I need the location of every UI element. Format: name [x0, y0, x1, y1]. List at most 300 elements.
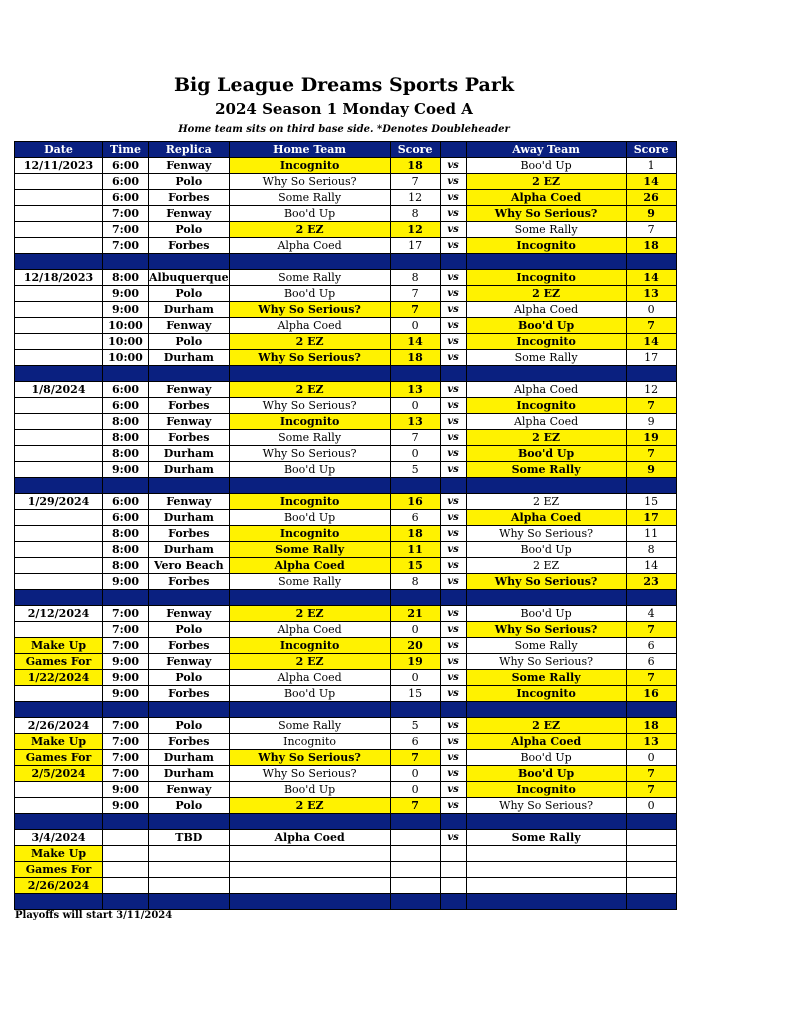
replica-cell: Fenway: [149, 158, 230, 174]
date-cell: 1/29/2024: [15, 494, 103, 510]
home-team-cell: Alpha Coed: [229, 622, 390, 638]
home-score-cell: 0: [390, 446, 440, 462]
away-score-cell: [626, 846, 676, 862]
vs-cell: vs: [440, 446, 466, 462]
separator-cell: [440, 254, 466, 270]
away-score-cell: 7: [626, 398, 676, 414]
date-cell: [15, 286, 103, 302]
separator-cell: [15, 590, 103, 606]
vs-cell: vs: [440, 494, 466, 510]
away-score-cell: 14: [626, 558, 676, 574]
away-team-cell: Alpha Coed: [466, 510, 626, 526]
header-away-team: Away Team: [466, 142, 626, 158]
separator-row: [15, 478, 677, 494]
separator-cell: [390, 894, 440, 910]
home-score-cell: 7: [390, 798, 440, 814]
table-row: [15, 718, 677, 734]
date-cell: [15, 510, 103, 526]
vs-cell: vs: [440, 510, 466, 526]
table-row: [15, 350, 677, 366]
table-row: [15, 558, 677, 574]
separator-cell: [626, 366, 676, 382]
home-score-cell: 0: [390, 766, 440, 782]
home-score-cell: 7: [390, 302, 440, 318]
date-cell: [15, 574, 103, 590]
replica-cell: Polo: [149, 622, 230, 638]
date-cell: [15, 222, 103, 238]
vs-cell: vs: [440, 206, 466, 222]
time-cell: 6:00: [103, 190, 149, 206]
replica-cell: Durham: [149, 542, 230, 558]
table-row: [15, 158, 677, 174]
home-team-cell: Incognito: [229, 734, 390, 750]
away-score-cell: 1: [626, 158, 676, 174]
date-cell: Make Up: [15, 638, 103, 654]
home-score-cell: [390, 878, 440, 894]
time-cell: 8:00: [103, 558, 149, 574]
date-cell: [15, 414, 103, 430]
vs-cell: vs: [440, 718, 466, 734]
replica-cell: Polo: [149, 174, 230, 190]
date-cell: [15, 206, 103, 222]
separator-cell: [149, 478, 230, 494]
date-cell: [15, 558, 103, 574]
table-row: [15, 782, 677, 798]
home-team-cell: Some Rally: [229, 190, 390, 206]
header-home-score: Score: [390, 142, 440, 158]
table-row: [15, 766, 677, 782]
page-subtitle: 2024 Season 1 Monday Coed A: [215, 100, 473, 118]
home-score-cell: 15: [390, 686, 440, 702]
schedule-body: [15, 158, 677, 910]
home-team-cell: Incognito: [229, 494, 390, 510]
away-score-cell: 14: [626, 334, 676, 350]
replica-cell: Polo: [149, 222, 230, 238]
separator-cell: [149, 702, 230, 718]
table-row: [15, 878, 677, 894]
away-score-cell: 14: [626, 270, 676, 286]
date-cell: 2/12/2024: [15, 606, 103, 622]
replica-cell: Durham: [149, 750, 230, 766]
home-score-cell: 0: [390, 318, 440, 334]
date-cell: 3/4/2024: [15, 830, 103, 846]
home-score-cell: 8: [390, 206, 440, 222]
separator-cell: [466, 590, 626, 606]
separator-cell: [229, 590, 390, 606]
time-cell: 7:00: [103, 638, 149, 654]
away-score-cell: 9: [626, 414, 676, 430]
home-score-cell: 20: [390, 638, 440, 654]
date-cell: Make Up: [15, 846, 103, 862]
vs-cell: vs: [440, 222, 466, 238]
separator-cell: [103, 590, 149, 606]
home-team-cell: Boo'd Up: [229, 782, 390, 798]
vs-cell: [440, 862, 466, 878]
table-row: [15, 382, 677, 398]
date-cell: [15, 462, 103, 478]
replica-cell: Polo: [149, 670, 230, 686]
time-cell: 7:00: [103, 766, 149, 782]
away-team-cell: 2 EZ: [466, 430, 626, 446]
time-cell: 7:00: [103, 222, 149, 238]
table-row: [15, 174, 677, 190]
away-team-cell: Some Rally: [466, 638, 626, 654]
home-team-cell: Why So Serious?: [229, 174, 390, 190]
time-cell: 7:00: [103, 734, 149, 750]
time-cell: 8:00: [103, 446, 149, 462]
header-replica: Replica: [149, 142, 230, 158]
away-team-cell: Boo'd Up: [466, 158, 626, 174]
separator-cell: [626, 702, 676, 718]
table-row: [15, 574, 677, 590]
date-cell: [15, 526, 103, 542]
away-score-cell: 6: [626, 638, 676, 654]
home-score-cell: 21: [390, 606, 440, 622]
home-team-cell: Why So Serious?: [229, 302, 390, 318]
table-row: [15, 830, 677, 846]
away-team-cell: Alpha Coed: [466, 190, 626, 206]
home-team-cell: Why So Serious?: [229, 750, 390, 766]
date-cell: Make Up: [15, 734, 103, 750]
vs-cell: vs: [440, 414, 466, 430]
separator-cell: [15, 254, 103, 270]
away-team-cell: Incognito: [466, 334, 626, 350]
date-cell: 2/5/2024: [15, 766, 103, 782]
home-team-cell: Alpha Coed: [229, 670, 390, 686]
replica-cell: Durham: [149, 510, 230, 526]
separator-cell: [229, 814, 390, 830]
time-cell: [103, 878, 149, 894]
replica-cell: [149, 862, 230, 878]
vs-cell: vs: [440, 238, 466, 254]
home-score-cell: 13: [390, 382, 440, 398]
away-score-cell: 17: [626, 510, 676, 526]
away-score-cell: [626, 830, 676, 846]
home-team-cell: Why So Serious?: [229, 446, 390, 462]
time-cell: 8:00: [103, 526, 149, 542]
away-team-cell: Incognito: [466, 686, 626, 702]
away-team-cell: Incognito: [466, 238, 626, 254]
replica-cell: Forbes: [149, 638, 230, 654]
replica-cell: Fenway: [149, 782, 230, 798]
vs-cell: vs: [440, 574, 466, 590]
replica-cell: Polo: [149, 334, 230, 350]
home-score-cell: 15: [390, 558, 440, 574]
header-vs: [440, 142, 466, 158]
replica-cell: Fenway: [149, 494, 230, 510]
vs-cell: vs: [440, 750, 466, 766]
home-team-cell: Boo'd Up: [229, 462, 390, 478]
separator-cell: [149, 814, 230, 830]
vs-cell: vs: [440, 782, 466, 798]
time-cell: 6:00: [103, 510, 149, 526]
home-score-cell: 12: [390, 190, 440, 206]
date-cell: [15, 334, 103, 350]
replica-cell: Forbes: [149, 430, 230, 446]
home-team-cell: Incognito: [229, 158, 390, 174]
time-cell: 8:00: [103, 430, 149, 446]
replica-cell: Polo: [149, 718, 230, 734]
away-score-cell: 18: [626, 238, 676, 254]
time-cell: 10:00: [103, 318, 149, 334]
away-score-cell: 15: [626, 494, 676, 510]
date-cell: [15, 542, 103, 558]
away-score-cell: 7: [626, 318, 676, 334]
time-cell: [103, 862, 149, 878]
vs-cell: vs: [440, 622, 466, 638]
separator-row: [15, 254, 677, 270]
home-team-cell: Some Rally: [229, 270, 390, 286]
date-cell: 1/22/2024: [15, 670, 103, 686]
away-team-cell: Boo'd Up: [466, 318, 626, 334]
home-team-cell: Boo'd Up: [229, 686, 390, 702]
home-score-cell: 0: [390, 622, 440, 638]
schedule-note: Home team sits on third base side. *Denotes Doubleheader: [178, 124, 510, 135]
vs-cell: vs: [440, 318, 466, 334]
away-team-cell: Why So Serious?: [466, 574, 626, 590]
vs-cell: vs: [440, 350, 466, 366]
date-cell: [15, 398, 103, 414]
home-score-cell: 18: [390, 526, 440, 542]
table-row: [15, 734, 677, 750]
date-cell: [15, 302, 103, 318]
time-cell: 9:00: [103, 286, 149, 302]
away-team-cell: 2 EZ: [466, 718, 626, 734]
separator-cell: [15, 366, 103, 382]
separator-cell: [229, 478, 390, 494]
table-row: [15, 542, 677, 558]
away-score-cell: 6: [626, 654, 676, 670]
replica-cell: Fenway: [149, 318, 230, 334]
time-cell: 6:00: [103, 398, 149, 414]
vs-cell: vs: [440, 670, 466, 686]
away-score-cell: 8: [626, 542, 676, 558]
time-cell: 6:00: [103, 158, 149, 174]
away-team-cell: Some Rally: [466, 830, 626, 846]
away-team-cell: [466, 846, 626, 862]
date-cell: Games For: [15, 750, 103, 766]
vs-cell: vs: [440, 526, 466, 542]
separator-cell: [466, 366, 626, 382]
home-score-cell: 7: [390, 174, 440, 190]
vs-cell: vs: [440, 382, 466, 398]
separator-cell: [440, 590, 466, 606]
away-score-cell: 7: [626, 670, 676, 686]
separator-cell: [466, 254, 626, 270]
vs-cell: vs: [440, 542, 466, 558]
time-cell: 7:00: [103, 718, 149, 734]
time-cell: 6:00: [103, 494, 149, 510]
separator-cell: [626, 254, 676, 270]
replica-cell: Forbes: [149, 686, 230, 702]
home-score-cell: 5: [390, 718, 440, 734]
time-cell: [103, 846, 149, 862]
time-cell: 7:00: [103, 606, 149, 622]
home-score-cell: 7: [390, 430, 440, 446]
replica-cell: Vero Beach: [149, 558, 230, 574]
away-score-cell: 23: [626, 574, 676, 590]
time-cell: 10:00: [103, 350, 149, 366]
replica-cell: Fenway: [149, 414, 230, 430]
time-cell: 9:00: [103, 782, 149, 798]
home-team-cell: Why So Serious?: [229, 350, 390, 366]
away-team-cell: Why So Serious?: [466, 526, 626, 542]
replica-cell: Forbes: [149, 734, 230, 750]
date-cell: [15, 174, 103, 190]
home-team-cell: 2 EZ: [229, 222, 390, 238]
replica-cell: Polo: [149, 286, 230, 302]
home-team-cell: Alpha Coed: [229, 238, 390, 254]
home-team-cell: 2 EZ: [229, 654, 390, 670]
home-team-cell: 2 EZ: [229, 334, 390, 350]
table-row: [15, 270, 677, 286]
home-team-cell: Incognito: [229, 638, 390, 654]
home-team-cell: Incognito: [229, 526, 390, 542]
separator-cell: [440, 894, 466, 910]
separator-cell: [103, 814, 149, 830]
vs-cell: vs: [440, 334, 466, 350]
separator-cell: [229, 702, 390, 718]
time-cell: 8:00: [103, 270, 149, 286]
home-team-cell: Boo'd Up: [229, 206, 390, 222]
time-cell: 9:00: [103, 462, 149, 478]
home-team-cell: Some Rally: [229, 718, 390, 734]
home-score-cell: 13: [390, 414, 440, 430]
separator-cell: [440, 366, 466, 382]
separator-row: [15, 814, 677, 830]
home-score-cell: 7: [390, 286, 440, 302]
away-team-cell: Incognito: [466, 398, 626, 414]
date-cell: [15, 238, 103, 254]
home-team-cell: Incognito: [229, 414, 390, 430]
table-row: [15, 526, 677, 542]
replica-cell: Durham: [149, 766, 230, 782]
vs-cell: vs: [440, 734, 466, 750]
home-score-cell: [390, 862, 440, 878]
vs-cell: vs: [440, 190, 466, 206]
separator-cell: [466, 702, 626, 718]
vs-cell: vs: [440, 558, 466, 574]
time-cell: 10:00: [103, 334, 149, 350]
away-team-cell: Boo'd Up: [466, 750, 626, 766]
away-team-cell: Alpha Coed: [466, 382, 626, 398]
home-score-cell: 16: [390, 494, 440, 510]
date-cell: 12/18/2023: [15, 270, 103, 286]
time-cell: [103, 830, 149, 846]
schedule-table: [14, 141, 677, 910]
table-row: [15, 206, 677, 222]
home-team-cell: Boo'd Up: [229, 286, 390, 302]
separator-cell: [103, 702, 149, 718]
replica-cell: Forbes: [149, 190, 230, 206]
home-score-cell: 5: [390, 462, 440, 478]
separator-cell: [229, 366, 390, 382]
separator-cell: [390, 702, 440, 718]
date-cell: 1/8/2024: [15, 382, 103, 398]
time-cell: 9:00: [103, 574, 149, 590]
home-score-cell: 19: [390, 654, 440, 670]
separator-cell: [149, 894, 230, 910]
date-cell: [15, 446, 103, 462]
replica-cell: [149, 846, 230, 862]
separator-cell: [390, 366, 440, 382]
vs-cell: vs: [440, 270, 466, 286]
home-team-cell: Alpha Coed: [229, 318, 390, 334]
table-row: [15, 414, 677, 430]
vs-cell: vs: [440, 302, 466, 318]
table-row: [15, 318, 677, 334]
separator-cell: [440, 478, 466, 494]
date-cell: [15, 430, 103, 446]
replica-cell: Fenway: [149, 654, 230, 670]
separator-cell: [15, 478, 103, 494]
away-team-cell: Some Rally: [466, 350, 626, 366]
replica-cell: Durham: [149, 462, 230, 478]
home-team-cell: Why So Serious?: [229, 766, 390, 782]
date-cell: Games For: [15, 654, 103, 670]
table-row: [15, 622, 677, 638]
home-team-cell: Alpha Coed: [229, 830, 390, 846]
vs-cell: vs: [440, 766, 466, 782]
table-row: [15, 862, 677, 878]
away-team-cell: Why So Serious?: [466, 798, 626, 814]
table-row: [15, 430, 677, 446]
table-row: [15, 494, 677, 510]
away-team-cell: Boo'd Up: [466, 542, 626, 558]
away-score-cell: [626, 878, 676, 894]
time-cell: 8:00: [103, 414, 149, 430]
table-row: [15, 750, 677, 766]
home-team-cell: Some Rally: [229, 430, 390, 446]
separator-cell: [466, 478, 626, 494]
away-team-cell: Incognito: [466, 270, 626, 286]
home-score-cell: 17: [390, 238, 440, 254]
home-score-cell: [390, 846, 440, 862]
away-score-cell: 0: [626, 750, 676, 766]
away-team-cell: Boo'd Up: [466, 606, 626, 622]
separator-cell: [103, 366, 149, 382]
date-cell: Games For: [15, 862, 103, 878]
separator-cell: [15, 814, 103, 830]
replica-cell: Durham: [149, 446, 230, 462]
replica-cell: Fenway: [149, 206, 230, 222]
date-cell: 2/26/2024: [15, 718, 103, 734]
separator-cell: [103, 478, 149, 494]
table-row: [15, 190, 677, 206]
away-team-cell: Boo'd Up: [466, 766, 626, 782]
date-cell: 2/26/2024: [15, 878, 103, 894]
vs-cell: vs: [440, 158, 466, 174]
home-score-cell: 0: [390, 398, 440, 414]
separator-cell: [440, 814, 466, 830]
time-cell: 7:00: [103, 238, 149, 254]
replica-cell: Forbes: [149, 574, 230, 590]
table-row: [15, 302, 677, 318]
away-team-cell: Alpha Coed: [466, 734, 626, 750]
away-score-cell: 13: [626, 286, 676, 302]
table-row: [15, 846, 677, 862]
table-row: [15, 686, 677, 702]
vs-cell: vs: [440, 286, 466, 302]
away-score-cell: 7: [626, 622, 676, 638]
table-row: [15, 462, 677, 478]
away-team-cell: [466, 862, 626, 878]
date-cell: [15, 350, 103, 366]
time-cell: 9:00: [103, 798, 149, 814]
away-score-cell: 7: [626, 766, 676, 782]
separator-row: [15, 894, 677, 910]
time-cell: 6:00: [103, 382, 149, 398]
